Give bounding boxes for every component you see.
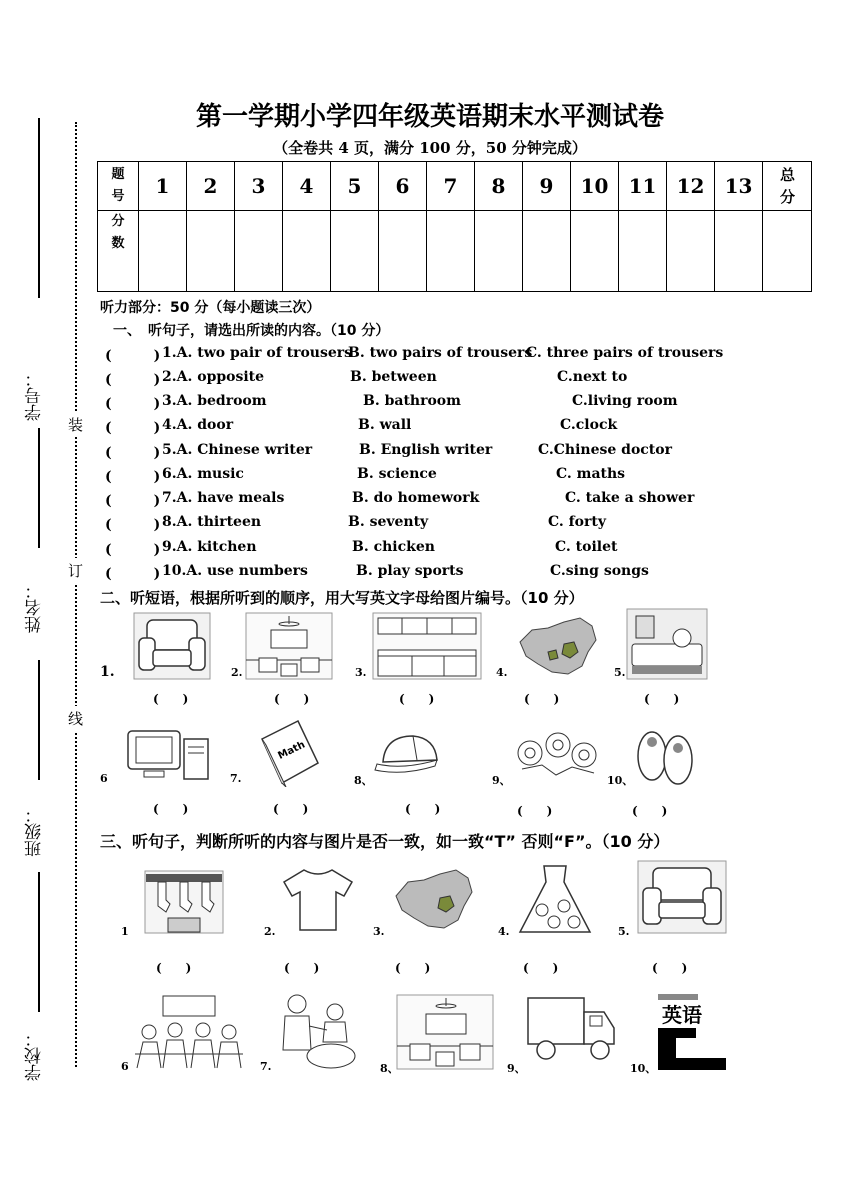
s2-number: 2. xyxy=(231,666,243,679)
question-row xyxy=(105,563,845,583)
option-b: B. between xyxy=(350,369,437,385)
s2-number: 4. xyxy=(496,666,508,679)
s2-number: 9、 xyxy=(492,774,511,787)
s2-answer-blank[interactable]: ( ) xyxy=(153,802,189,816)
s3-number: 6 xyxy=(121,1060,129,1073)
doctor-patient-image xyxy=(271,990,357,1070)
column-9: 9 xyxy=(523,162,571,211)
binding-line-4 xyxy=(38,872,40,1012)
score-table-score-row xyxy=(98,211,812,292)
s2-answer-blank[interactable]: ( ) xyxy=(632,804,668,818)
option-a: 3.A. bedroom xyxy=(162,393,267,409)
classroom-image-2 xyxy=(396,994,494,1070)
s2-answer-blank[interactable]: ( ) xyxy=(273,802,309,816)
student-name-label: 姓名： xyxy=(25,582,45,633)
section2-title: 二、听短语，根据所听到的顺序，用大写英文字母给图片编号。（10 分） xyxy=(100,589,584,607)
question-row xyxy=(105,393,845,413)
question-number-label-cell xyxy=(98,162,139,211)
question-row xyxy=(105,442,845,462)
s3-number: 4. xyxy=(498,925,510,938)
option-a: 2.A. opposite xyxy=(162,369,265,385)
s3-answer-blank[interactable]: ( ) xyxy=(523,961,559,975)
answer-paren[interactable]: ( ) xyxy=(105,542,161,558)
score-cell[interactable] xyxy=(187,211,235,292)
column-1: 1 xyxy=(139,162,187,211)
option-b: B. chicken xyxy=(352,539,435,555)
flowers-image xyxy=(512,729,602,781)
option-b: B. seventy xyxy=(348,514,429,530)
score-cell[interactable] xyxy=(667,211,715,292)
students-class-image xyxy=(133,992,245,1070)
s3-answer-blank[interactable]: ( ) xyxy=(284,961,320,975)
answer-paren[interactable]: ( ) xyxy=(105,566,161,582)
answer-paren[interactable]: ( ) xyxy=(105,517,161,533)
page-title: 第一学期小学四年级英语期末水平测试卷 xyxy=(195,102,664,132)
student-number-label: 学号： xyxy=(25,370,45,421)
option-a: 10.A. use numbers xyxy=(162,563,308,579)
s2-number: 10、 xyxy=(607,774,634,787)
option-c: C. take a shower xyxy=(565,490,695,506)
s2-answer-blank[interactable]: ( ) xyxy=(405,802,441,816)
score-cell[interactable] xyxy=(475,211,523,292)
score-cell[interactable] xyxy=(715,211,763,292)
option-a: 4.A. door xyxy=(162,417,234,433)
score-cell[interactable] xyxy=(139,211,187,292)
score-table xyxy=(97,161,812,292)
s2-number: 7. xyxy=(230,772,242,785)
s2-number: 3. xyxy=(355,666,367,679)
s3-answer-blank[interactable]: ( ) xyxy=(652,961,688,975)
s3-number: 3. xyxy=(373,925,385,938)
column-2: 2 xyxy=(187,162,235,211)
s2-answer-blank[interactable]: ( ) xyxy=(274,692,310,706)
score-label-cell xyxy=(98,211,139,292)
s3-number: 2. xyxy=(264,925,276,938)
option-a: 5.A. Chinese writer xyxy=(162,442,313,458)
score-cell[interactable] xyxy=(619,211,667,292)
slippers-image xyxy=(630,726,702,786)
answer-paren[interactable]: ( ) xyxy=(105,372,161,388)
score-cell[interactable] xyxy=(379,211,427,292)
score-cell[interactable] xyxy=(427,211,475,292)
option-a: 1.A. two pair of trousers xyxy=(162,345,353,361)
answer-paren[interactable]: ( ) xyxy=(105,420,161,436)
question-row xyxy=(105,369,845,389)
s3-number: 1 xyxy=(121,925,129,938)
column-10: 10 xyxy=(571,162,619,211)
column-7: 7 xyxy=(427,162,475,211)
question-row xyxy=(105,539,845,559)
option-b: B. play sports xyxy=(356,563,464,579)
page-subtitle: （全卷共 4 页，满分 100 分，50 分钟完成） xyxy=(273,139,587,157)
question-number-label: 题号 xyxy=(111,167,125,204)
kitchen-image xyxy=(372,612,482,680)
question-row xyxy=(105,490,845,510)
cap-image xyxy=(373,730,445,778)
china-map-image-2 xyxy=(388,864,480,934)
sleeping-boy-image xyxy=(626,608,708,680)
binding-char-ding: 订 xyxy=(68,558,83,583)
s3-number: 5. xyxy=(618,925,630,938)
answer-paren[interactable]: ( ) xyxy=(105,469,161,485)
binding-line-3 xyxy=(38,660,40,780)
s2-answer-blank[interactable]: ( ) xyxy=(524,692,560,706)
answer-paren[interactable]: ( ) xyxy=(105,445,161,461)
s3-number: 9、 xyxy=(507,1062,526,1075)
answer-paren[interactable]: ( ) xyxy=(105,348,161,364)
s2-number: 8、 xyxy=(354,774,373,787)
s3-answer-blank[interactable]: ( ) xyxy=(156,961,192,975)
s2-number: 5. xyxy=(614,666,626,679)
dress-image xyxy=(516,862,594,936)
math-book-image xyxy=(258,717,322,787)
china-map-image xyxy=(512,612,604,680)
binding-char-xian: 线 xyxy=(68,706,83,731)
total-label: 总分 xyxy=(780,166,796,206)
option-b: B. English writer xyxy=(359,442,493,458)
answer-paren[interactable]: ( ) xyxy=(105,493,161,509)
s3-answer-blank[interactable]: ( ) xyxy=(395,961,431,975)
option-c: C. maths xyxy=(556,466,626,482)
s2-answer-blank[interactable]: ( ) xyxy=(517,804,553,818)
option-c: C.clock xyxy=(560,417,618,433)
s2-answer-blank[interactable]: ( ) xyxy=(399,692,435,706)
option-b: B. bathroom xyxy=(363,393,461,409)
s3-number: 10、 xyxy=(630,1062,657,1075)
column-4: 4 xyxy=(283,162,331,211)
math-book-label: Math xyxy=(276,739,307,762)
column-13: 13 xyxy=(715,162,763,211)
question-row xyxy=(105,514,845,534)
school-label: 学校： xyxy=(25,1030,45,1081)
s2-number: 6 xyxy=(100,772,108,785)
column-8: 8 xyxy=(475,162,523,211)
section3-title: 三、听句子，判断所听的内容与图片是否一致，如一致“T” 否则“F”。（10 分） xyxy=(100,832,670,851)
binding-char-zhuang: 装 xyxy=(68,412,83,437)
option-c: C. three pairs of trousers xyxy=(526,345,724,361)
stockings-fireplace-image xyxy=(144,870,224,934)
s2-answer-blank[interactable]: ( ) xyxy=(644,692,680,706)
option-c: C.Chinese doctor xyxy=(538,442,672,458)
class-label: 班级： xyxy=(25,806,45,857)
option-c: C. toilet xyxy=(555,539,618,555)
column-5: 5 xyxy=(331,162,379,211)
option-a: 9.A. kitchen xyxy=(162,539,257,555)
computer-image xyxy=(124,727,212,783)
column-11: 11 xyxy=(619,162,667,211)
armchair-image-2 xyxy=(637,860,727,934)
option-b: B. do homework xyxy=(352,490,480,506)
option-c: C.living room xyxy=(572,393,678,409)
truck-image xyxy=(524,992,616,1066)
score-cell[interactable] xyxy=(283,211,331,292)
english-book-image xyxy=(652,992,732,1072)
option-a: 6.A. music xyxy=(162,466,244,482)
armchair-image xyxy=(133,612,211,680)
classroom-image xyxy=(245,612,333,680)
s3-number: 7. xyxy=(260,1060,272,1073)
score-cell[interactable] xyxy=(235,211,283,292)
option-a: 8.A. thirteen xyxy=(162,514,262,530)
binding-line-2 xyxy=(38,428,40,548)
option-b: B. wall xyxy=(358,417,412,433)
binding-dotted-line xyxy=(75,122,77,1067)
option-c: C.sing songs xyxy=(550,563,649,579)
option-c: C. forty xyxy=(548,514,606,530)
option-c: C.next to xyxy=(557,369,628,385)
s2-number: 1. xyxy=(100,664,115,680)
section1-title: 一、 听句子，请选出所读的内容。（10 分） xyxy=(113,323,390,339)
question-row xyxy=(105,466,845,486)
column-6: 6 xyxy=(379,162,427,211)
t-shirt-image xyxy=(282,866,354,934)
answer-paren[interactable]: ( ) xyxy=(105,396,161,412)
english-book-label: 英语 xyxy=(662,1003,702,1027)
score-cell[interactable] xyxy=(331,211,379,292)
question-row xyxy=(105,345,845,365)
total-score-cell[interactable] xyxy=(763,211,812,292)
option-b: B. two pairs of trousers xyxy=(348,345,533,361)
option-b: B. science xyxy=(357,466,437,482)
option-a: 7.A. have meals xyxy=(162,490,285,506)
s3-number: 8、 xyxy=(380,1062,399,1075)
score-cell[interactable] xyxy=(523,211,571,292)
s2-answer-blank[interactable]: ( ) xyxy=(153,692,189,706)
score-label: 分数 xyxy=(111,214,125,251)
score-table-header-row xyxy=(98,162,812,211)
listening-header: 听力部分：50 分（每小题读三次） xyxy=(100,300,321,316)
column-3: 3 xyxy=(235,162,283,211)
score-cell[interactable] xyxy=(571,211,619,292)
column-12: 12 xyxy=(667,162,715,211)
total-label-cell xyxy=(763,162,812,211)
question-row xyxy=(105,417,845,437)
